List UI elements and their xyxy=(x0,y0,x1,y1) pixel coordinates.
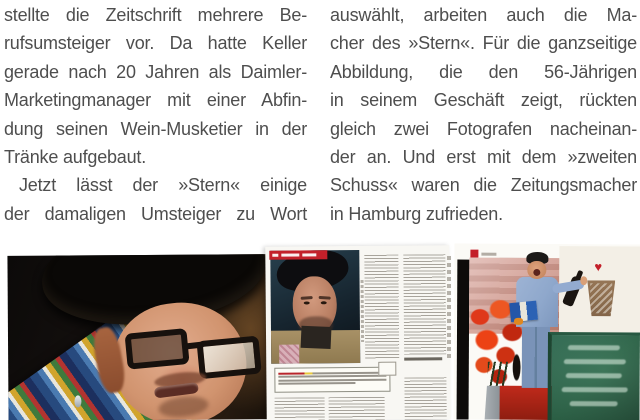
chalk-writing-line xyxy=(568,345,621,350)
article-line: der damaligen Umsteiger zu Wort xyxy=(4,203,307,224)
stern-logo-icon xyxy=(470,250,478,258)
hand xyxy=(580,276,587,285)
article-line: rufsumsteiger vor. Da hatte Keller xyxy=(4,33,307,54)
glasses-left-lens xyxy=(125,328,190,370)
blue-jeans xyxy=(522,326,550,388)
eye xyxy=(304,301,310,304)
article-line: auswählt, arbeiten auch die Ma- xyxy=(330,5,637,25)
body-text-column xyxy=(364,255,399,359)
caption-line xyxy=(278,382,355,385)
article-line: Jetzt lässt der »Stern« einige xyxy=(19,175,307,196)
page-header-text-mark xyxy=(481,253,496,256)
stern-magazine-page-portrait xyxy=(265,245,451,420)
article-column-left xyxy=(4,1,307,228)
caption-line xyxy=(278,375,386,378)
body-text-column xyxy=(403,254,446,354)
eye xyxy=(321,301,327,304)
article-line: Tränke aufgebaut. xyxy=(4,146,147,167)
article-line: stellte die Zeitschrift mehrere Be- xyxy=(4,5,307,25)
article-line: in Hamburg zufrieden. xyxy=(330,203,503,224)
article-line: Abbildung, die den 56-Jährigen xyxy=(330,61,637,82)
article-line: dung seinen Wein-Musketier in der xyxy=(4,118,307,139)
article-line: gerade nach 20 Jahren als Daimler- xyxy=(4,61,307,82)
earring xyxy=(74,395,81,407)
green-chalkboard xyxy=(548,332,640,420)
label-text-mark xyxy=(272,254,278,257)
stern-magazine-page-fullphoto xyxy=(454,244,640,420)
article-line: Schuss« waren die Zeitungsmacher xyxy=(330,175,637,196)
heart-icon: ♥ xyxy=(594,259,603,275)
label-text-mark xyxy=(281,254,299,257)
body-text-column xyxy=(404,377,446,419)
chalk-writing-line xyxy=(569,401,618,406)
inset-box xyxy=(378,362,396,376)
article-line: in seinem Geschäft zeigt, rückten xyxy=(330,90,637,111)
chalk-writing-line xyxy=(565,373,622,378)
photo-caption-box xyxy=(274,367,390,393)
article-line: gleich zwei Fotografen nacheinan- xyxy=(330,118,637,139)
red-kicker-label xyxy=(269,250,327,260)
orange-object xyxy=(514,318,523,325)
article-line: der an. Und erst mit dem »zweiten xyxy=(330,146,637,167)
article-column-right xyxy=(330,1,637,228)
body-text-column xyxy=(329,397,385,420)
bold-subhead xyxy=(404,357,442,360)
vertical-photo-credit xyxy=(361,280,365,342)
beret-man-photo xyxy=(270,250,360,364)
glasses-right-lens xyxy=(196,336,261,380)
chalk-glass-sketch xyxy=(587,280,615,316)
caption-line xyxy=(278,379,386,382)
article-line: Marketingmanager mit einer Abfin- xyxy=(4,90,307,111)
chalk-writing-line xyxy=(564,359,627,364)
pink-checked-shirt xyxy=(279,345,299,364)
open-mouth xyxy=(533,269,540,276)
dark-scarf xyxy=(301,326,332,349)
label-text-mark xyxy=(302,253,316,256)
body-text-column xyxy=(275,397,325,420)
caption-line xyxy=(278,371,386,374)
portrait-photo-man-with-hat xyxy=(7,254,272,420)
vertical-photo-credit xyxy=(447,256,451,360)
article-line: cher des »Stern«. Für die ganzseitige xyxy=(330,33,637,54)
chalk-writing-line xyxy=(561,387,628,392)
